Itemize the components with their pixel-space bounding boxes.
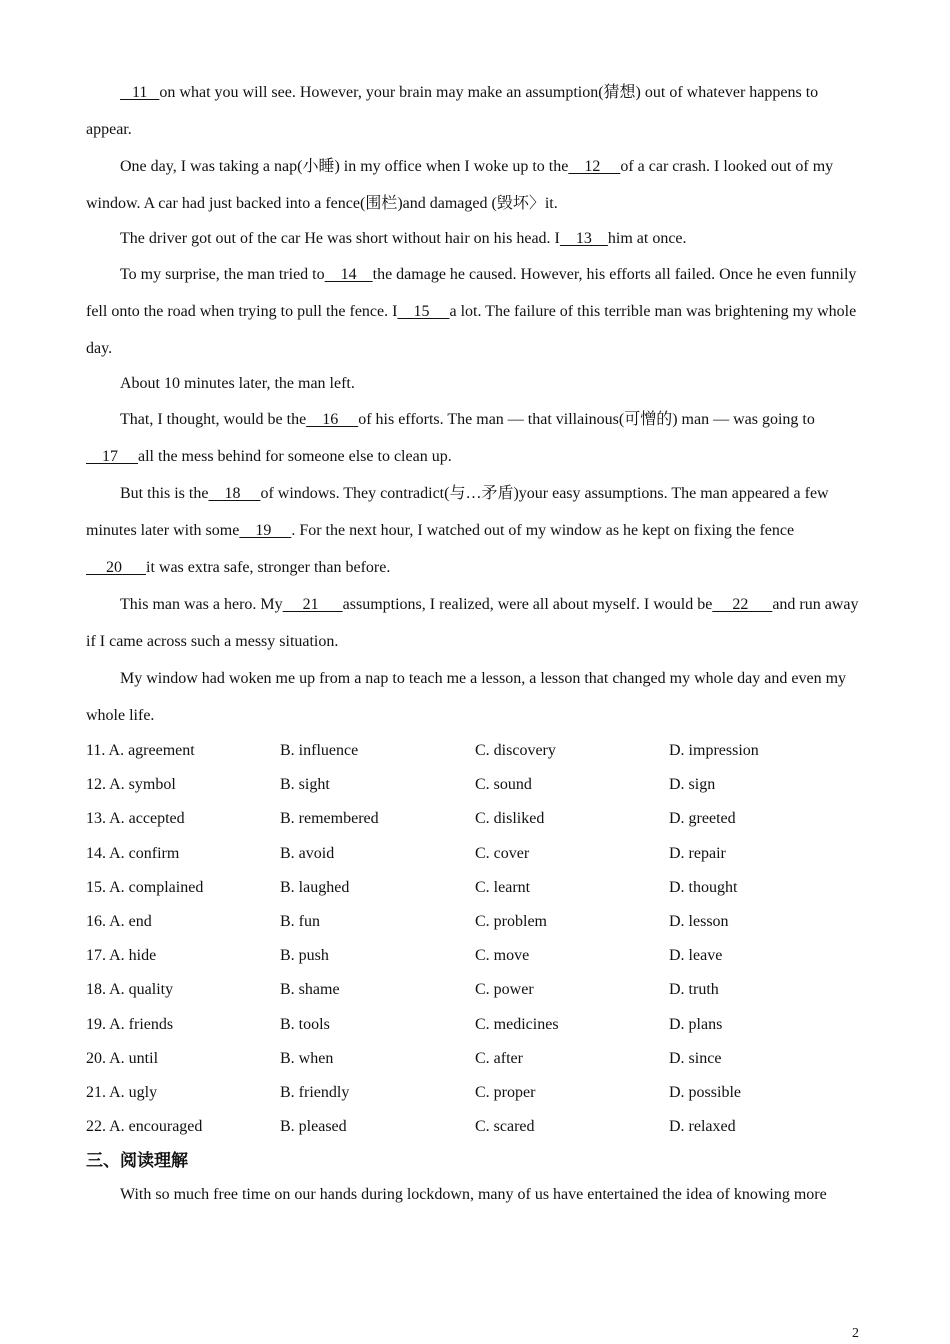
option-15-c: C. learnt — [475, 878, 531, 896]
option-13-d: D. greeted — [669, 810, 736, 828]
option-17-c: C. move — [475, 947, 530, 965]
option-22-d: D. relaxed — [669, 1118, 736, 1136]
paragraph-9: My window had woken me up from a nap to teach me a lesson, a lesson that changed my whole day and even my whole life. — [86, 670, 847, 724]
blank-19: 19 — [239, 522, 292, 539]
option-15-a: 15. A. complained — [86, 878, 204, 896]
blank-16: 16 — [306, 411, 359, 428]
option-11-c: C. discovery — [475, 742, 556, 759]
option-20-c: C. after — [475, 1049, 523, 1067]
document-page — [86, 74, 862, 1212]
paragraph-4: To my surprise, the man tried to 14 the damage he caused. However, his efforts all failed. Once he even funnily fell onto the road when trying to pull the fence. I 15 a lot. The failure of this terrible man was brightening my whole day. — [86, 266, 857, 357]
option-row-17 — [86, 939, 862, 973]
option-16-b: B. fun — [280, 912, 320, 930]
option-20-d: D. since — [669, 1049, 722, 1067]
section-title: 三、阅读理解 — [86, 1151, 188, 1172]
option-15-d: D. thought — [669, 878, 738, 896]
page-number: 2 — [852, 1326, 859, 1341]
paragraph-5: About 10 minutes later, the man left. — [120, 375, 355, 392]
paragraph-2: One day, I was taking a nap(小睡) in my office when I woke up to the 12 of a car crash. I looked out of my window. A car had just backed into a fence(围栏)and damaged (毁坏〉it. — [86, 158, 834, 212]
option-15-b: B. laughed — [280, 878, 350, 896]
blank-20: 20 — [86, 559, 146, 576]
paragraph-7: But this is the 18 of windows. They contradict(与…矛盾)your easy assumptions. The man appeared a few minutes later with some 19 . For the next hour, I watched out of my window as he kept on fixing the fence 20 it was extra safe, stronger than before. — [86, 485, 829, 576]
option-19-a: 19. A. friends — [86, 1015, 174, 1033]
option-16-d: D. lesson — [669, 912, 729, 930]
option-21-d: D. possible — [669, 1083, 741, 1101]
paragraph-6: That, I thought, would be the 16 of his efforts. The man — that villainous(可憎的) man — was going to 17 all the mess behind for someone else to clean up. — [86, 411, 815, 465]
paragraph-3: The driver got out of the car He was short without hair on his head. I 13 him at once. — [120, 230, 687, 247]
answer-options — [86, 734, 862, 1144]
option-12-b: B. sight — [280, 776, 330, 794]
option-14-d: D. repair — [669, 844, 726, 862]
option-21-c: C. proper — [475, 1083, 536, 1101]
option-20-a: 20. A. until — [86, 1049, 159, 1067]
option-row-16 — [86, 905, 862, 939]
option-14-b: B. avoid — [280, 844, 335, 862]
option-19-c: C. medicines — [475, 1015, 559, 1033]
option-21-b: B. friendly — [280, 1083, 350, 1101]
blank-21: 21 — [282, 596, 343, 613]
option-19-b: B. tools — [280, 1015, 330, 1033]
reading-intro: With so much free time on our hands during lockdown, many of us have entertained the idea of knowing more — [120, 1186, 827, 1204]
option-row-14 — [86, 837, 862, 871]
option-16-a: 16. A. end — [86, 912, 152, 930]
blank-15: 15 — [397, 303, 450, 320]
option-row-11 — [86, 734, 862, 768]
option-row-19 — [86, 1008, 862, 1042]
option-18-d: D. truth — [669, 981, 719, 999]
option-12-c: C. sound — [475, 776, 532, 794]
option-17-b: B. push — [280, 947, 329, 965]
option-14-c: C. cover — [475, 844, 530, 862]
option-20-b: B. when — [280, 1049, 334, 1067]
blank-18: 18 — [208, 485, 261, 502]
option-18-c: C. power — [475, 981, 534, 999]
option-12-d: D. sign — [669, 776, 716, 794]
option-row-18 — [86, 973, 862, 1007]
blank-12: 12 — [568, 158, 621, 175]
option-row-21 — [86, 1076, 862, 1110]
blank-22: 22 — [712, 596, 773, 613]
paragraph-8: This man was a hero. My 21 assumptions, I realized, were all about myself. I would be 22 and run away if I came across such a messy situation. — [86, 596, 859, 650]
option-17-a: 17. A. hide — [86, 947, 157, 965]
option-22-a: 22. A. encouraged — [86, 1118, 203, 1136]
option-17-d: D. leave — [669, 947, 723, 965]
blank-14: 14 — [324, 266, 373, 283]
option-row-13 — [86, 802, 862, 836]
option-18-a: 18. A. quality — [86, 981, 174, 999]
option-11-a: 11. A. agreement — [86, 742, 195, 759]
option-21-a: 21. A. ugly — [86, 1083, 158, 1101]
option-11-b: B. influence — [280, 742, 359, 759]
option-row-12 — [86, 768, 862, 802]
option-13-a: 13. A. accepted — [86, 810, 185, 828]
option-12-a: 12. A. symbol — [86, 776, 176, 794]
option-11-d: D. impression — [669, 742, 759, 759]
blank-13: 13 — [559, 230, 608, 247]
option-22-b: B. pleased — [280, 1118, 347, 1136]
option-row-20 — [86, 1042, 862, 1076]
option-14-a: 14. A. confirm — [86, 844, 180, 862]
option-13-b: B. remembered — [280, 810, 379, 828]
blank-11: 11 — [120, 84, 160, 101]
paragraph-1: 11 on what you will see. However, your brain may make an assumption(猜想) out of whatever happens to appear. — [86, 84, 819, 138]
blank-17: 17 — [86, 448, 138, 465]
option-13-c: C. disliked — [475, 810, 545, 828]
option-19-d: D. plans — [669, 1015, 723, 1033]
option-row-22 — [86, 1110, 862, 1144]
option-row-15 — [86, 871, 862, 905]
option-18-b: B. shame — [280, 981, 340, 999]
option-16-c: C. problem — [475, 912, 547, 930]
option-22-c: C. scared — [475, 1118, 535, 1136]
